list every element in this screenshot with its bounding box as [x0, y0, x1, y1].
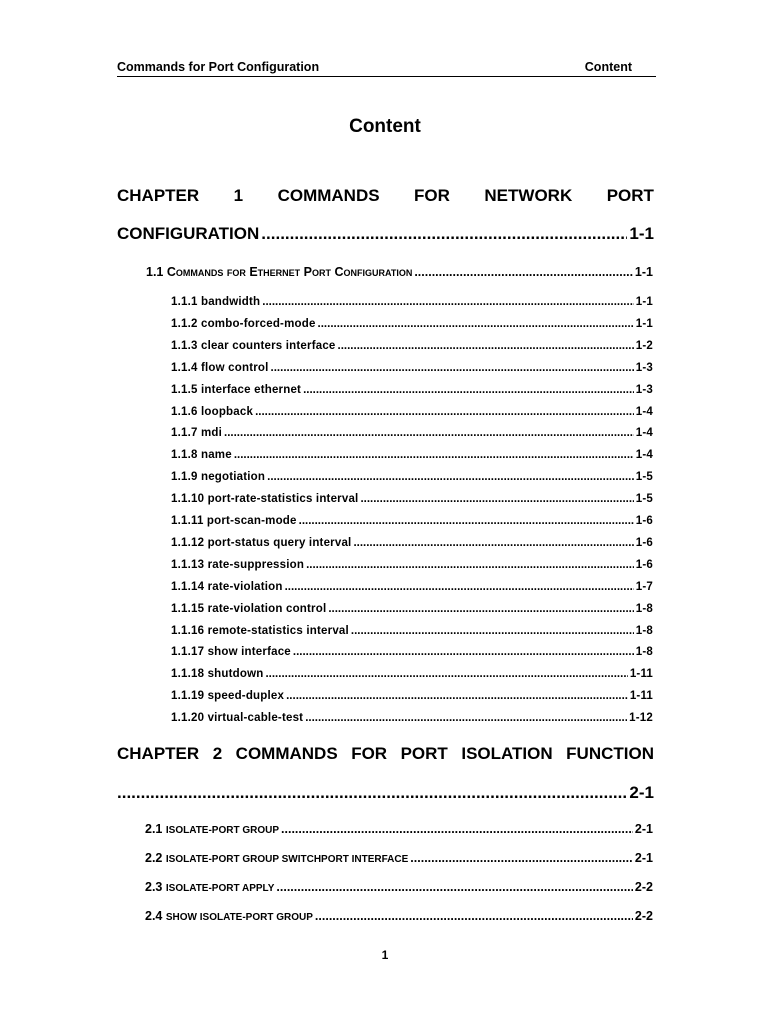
toc-entry-section[interactable]	[145, 822, 653, 836]
chapter1-word: NETWORK	[484, 186, 573, 205]
dot-leader	[276, 880, 633, 894]
chapter2-word: FOR	[351, 744, 388, 763]
toc-entry-label: 1.1.10 port-rate-statistics interval	[171, 493, 359, 506]
toc-entry-page: 1-5	[635, 471, 653, 484]
toc-entry-label: ISOLATE-PORT GROUP	[165, 825, 280, 836]
toc-entry-subsection[interactable]	[171, 646, 653, 658]
dot-leader	[318, 318, 634, 330]
toc-entry-page: 2-2	[634, 909, 653, 923]
chapter1-word: CHAPTER	[117, 186, 200, 205]
toc-entry-label: ISOLATE-PORT APPLY	[165, 883, 275, 894]
dot-leader	[285, 581, 634, 593]
dot-leader	[351, 625, 634, 637]
toc-entry-subsection[interactable]	[171, 690, 653, 702]
toc-entry-page: 1-2	[635, 339, 653, 352]
chapter2-heading-line1[interactable]	[117, 744, 654, 764]
toc-entry-page: 1-1	[629, 224, 654, 243]
dot-leader	[315, 909, 633, 923]
toc-entry-page: 2-1	[634, 851, 653, 865]
toc-entry-label: 1.1.8 name	[171, 449, 232, 462]
toc-entry-subsection[interactable]	[171, 515, 653, 527]
toc-entry-label: 1.1.19 speed-duplex	[171, 690, 285, 703]
dot-leader	[265, 668, 627, 680]
page-number: 1	[381, 948, 389, 962]
toc-entry-page: 1-1	[635, 317, 653, 330]
dot-leader	[306, 559, 634, 571]
toc-entry-label: 1.1.3 clear counters interface	[171, 339, 336, 352]
dot-leader	[353, 537, 633, 549]
toc-entry-page: 1-4	[635, 427, 653, 440]
toc-entry-label: 1.1.4 flow control	[171, 361, 269, 374]
toc-entry-label: 1.1.11 port-scan-mode	[171, 515, 297, 527]
toc-entry-page: 2-2	[634, 880, 653, 894]
running-header	[117, 60, 656, 77]
dot-leader	[234, 449, 634, 461]
toc-entry-label: 1.1.13 rate-suppression	[171, 558, 305, 571]
toc-entry-section[interactable]	[145, 909, 653, 923]
toc-entry-page: 1-1	[635, 296, 653, 308]
dot-leader	[303, 384, 634, 396]
toc-entry-label: 1.1.9 negotiation	[171, 471, 266, 484]
toc-entry-page: 1-11	[629, 668, 653, 681]
toc-entry-subsection[interactable]	[171, 625, 653, 637]
toc-entry-label: 1.1.16 remote-statistics interval	[171, 624, 349, 637]
toc-entry-number: 2.4	[145, 909, 163, 923]
toc-entry-chapter2[interactable]	[117, 783, 654, 803]
toc-entry-label: 1.1.17 show interface	[171, 646, 291, 659]
toc-entry-subsection[interactable]	[171, 427, 653, 439]
toc-entry-label: 1.1.20 virtual-cable-test	[171, 712, 304, 725]
dot-leader	[328, 603, 633, 615]
dot-leader	[293, 646, 634, 658]
toc-entry-page: 1-4	[635, 405, 653, 418]
toc-entry-label: 1.1.5 interface ethernet	[171, 383, 302, 396]
dot-leader	[255, 406, 634, 418]
chapter2-word: ISOLATION	[461, 744, 553, 763]
dot-leader	[267, 471, 634, 483]
toc-entry-page: 1-5	[635, 493, 653, 506]
toc-entry-label: 1.1.14 rate-violation	[171, 580, 283, 593]
dot-leader	[224, 427, 634, 439]
toc-entry-page: 1-3	[635, 383, 653, 396]
toc-entry-subsection[interactable]	[171, 384, 653, 396]
toc-entry-subsection[interactable]	[171, 559, 653, 571]
toc-entry-number: 2.1	[145, 822, 163, 836]
toc-entry-page: 2-1	[634, 822, 653, 836]
dot-leader	[305, 712, 627, 724]
toc-entry-label: SHOW ISOLATE-PORT GROUP	[165, 912, 313, 923]
toc-entry-subsection[interactable]	[171, 668, 653, 680]
toc-entry-chapter1[interactable]	[117, 224, 654, 244]
dot-leader	[271, 362, 634, 374]
toc-entry-subsection[interactable]	[171, 362, 653, 374]
dot-leader	[281, 822, 633, 836]
toc-entry-subsection[interactable]	[171, 493, 653, 505]
toc-entry-page: 1-8	[635, 602, 653, 615]
chapter2-word: 2	[212, 744, 223, 763]
toc-entry-label: CONFIGURATION	[117, 224, 260, 243]
chapter1-word: FOR	[414, 186, 450, 205]
toc-entry-page: 1-8	[635, 646, 653, 659]
dot-leader	[414, 265, 633, 279]
toc-entry-subsection[interactable]	[171, 406, 653, 418]
toc-entry-number: 2.2	[145, 851, 163, 865]
chapter1-word: COMMANDS	[277, 186, 380, 205]
toc-entry-subsection[interactable]	[171, 537, 653, 549]
toc-entry-subsection[interactable]	[171, 318, 653, 330]
dot-leader	[261, 224, 627, 244]
toc-entry-subsection[interactable]	[171, 340, 653, 352]
toc-entry-section-1-1[interactable]	[146, 265, 653, 279]
toc-entry-page: 2-1	[629, 783, 654, 802]
toc-entry-page: 1-12	[629, 712, 653, 725]
toc-entry-page: 1-6	[635, 558, 653, 571]
chapter1-word: 1	[233, 186, 244, 205]
toc-entry-label: Commands for Ethernet Port Configuration	[166, 265, 413, 279]
dot-leader	[262, 296, 634, 308]
toc-entry-label: 1.1.2 combo-forced-mode	[171, 317, 316, 330]
header-right: Content	[584, 60, 632, 74]
toc-entry-subsection[interactable]	[171, 471, 653, 483]
toc-entry-number: 2.3	[145, 880, 163, 894]
chapter2-word: FUNCTION	[566, 744, 654, 763]
toc-entry-label: 1.1.1 bandwidth	[171, 296, 261, 308]
chapter2-word: COMMANDS	[235, 744, 338, 763]
header-left: Commands for Port Configuration	[117, 60, 320, 74]
toc-entry-subsection[interactable]	[171, 603, 653, 615]
toc-entry-label: 1.1.6 loopback	[171, 405, 254, 418]
toc-entry-subsection[interactable]	[171, 712, 653, 724]
toc-entry-label: 1.1.12 port-status query interval	[171, 536, 352, 549]
page-title: Content	[349, 116, 421, 137]
toc-entry-page: 1-1	[634, 265, 653, 279]
toc-entry-label: 1.1.15 rate-violation control	[171, 602, 327, 615]
dot-leader	[286, 690, 628, 702]
toc-entry-page: 1-6	[635, 515, 653, 527]
chapter2-word: CHAPTER	[117, 744, 200, 763]
toc-entry-subsection[interactable]	[171, 581, 653, 593]
toc-entry-label: 1.1.18 shutdown	[171, 668, 264, 681]
chapter1-word: PORT	[606, 186, 654, 205]
dot-leader	[299, 515, 634, 527]
toc-entry-subsection[interactable]	[171, 449, 653, 461]
toc-entry-page: 1-8	[635, 624, 653, 637]
toc-entry-page: 1-11	[629, 690, 653, 703]
toc-entry-page: 1-3	[635, 361, 653, 374]
chapter2-word: PORT	[400, 744, 448, 763]
dot-leader	[360, 493, 633, 505]
chapter1-heading-line1[interactable]	[117, 186, 654, 206]
toc-entry-subsection[interactable]	[171, 296, 653, 308]
toc-entry-page: 1-4	[635, 449, 653, 462]
toc-entry-label: ISOLATE-PORT GROUP SWITCHPORT INTERFACE	[165, 854, 409, 865]
toc-entry-page: 1-6	[635, 536, 653, 549]
dot-leader	[338, 340, 634, 352]
dot-leader	[117, 783, 627, 803]
dot-leader	[410, 851, 633, 865]
toc-entry-page: 1-7	[635, 580, 653, 593]
toc-entry-section[interactable]	[145, 851, 653, 865]
toc-entry-label: 1.1.7 mdi	[171, 427, 223, 440]
toc-entry-number: 1.1	[146, 265, 164, 279]
toc-entry-section[interactable]	[145, 880, 653, 894]
